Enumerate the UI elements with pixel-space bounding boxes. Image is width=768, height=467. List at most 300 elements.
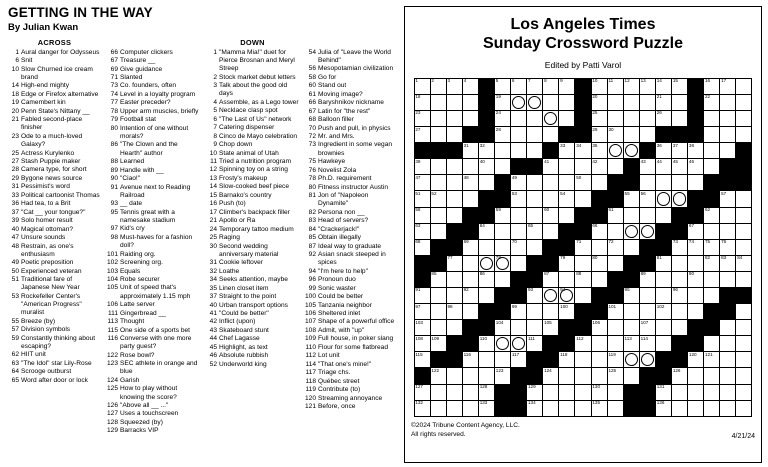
grid-cell[interactable] bbox=[704, 287, 720, 303]
grid-cell[interactable] bbox=[704, 336, 720, 352]
grid-cell[interactable] bbox=[575, 384, 591, 400]
grid-cell[interactable] bbox=[655, 94, 671, 110]
grid-cell[interactable] bbox=[672, 368, 688, 384]
grid-cell[interactable] bbox=[575, 336, 591, 352]
grid-cell[interactable] bbox=[559, 94, 575, 110]
grid-cell[interactable] bbox=[720, 384, 736, 400]
grid-cell[interactable] bbox=[446, 175, 462, 191]
grid-cell[interactable] bbox=[494, 320, 510, 336]
grid-cell[interactable] bbox=[623, 78, 639, 94]
grid-cell[interactable] bbox=[543, 175, 559, 191]
grid-cell[interactable] bbox=[655, 175, 671, 191]
grid-cell[interactable] bbox=[720, 320, 736, 336]
grid-cell[interactable] bbox=[511, 320, 527, 336]
grid-cell[interactable] bbox=[655, 336, 671, 352]
grid-cell[interactable] bbox=[623, 110, 639, 126]
grid-cell[interactable] bbox=[720, 127, 736, 143]
grid-cell[interactable] bbox=[430, 384, 446, 400]
grid-cell[interactable] bbox=[720, 191, 736, 207]
grid-cell[interactable] bbox=[575, 255, 591, 271]
grid-cell[interactable] bbox=[462, 384, 478, 400]
grid-cell[interactable] bbox=[494, 78, 510, 94]
grid-cell[interactable] bbox=[462, 143, 478, 159]
grid-cell[interactable] bbox=[720, 239, 736, 255]
grid-cell[interactable] bbox=[688, 143, 704, 159]
grid-cell[interactable] bbox=[430, 336, 446, 352]
grid-cell[interactable] bbox=[575, 400, 591, 416]
grid-cell[interactable] bbox=[672, 304, 688, 320]
grid-cell[interactable] bbox=[607, 400, 623, 416]
grid-cell[interactable] bbox=[430, 400, 446, 416]
grid-cell[interactable] bbox=[462, 175, 478, 191]
grid-cell[interactable] bbox=[672, 78, 688, 94]
grid-cell[interactable] bbox=[543, 320, 559, 336]
grid-cell[interactable] bbox=[688, 239, 704, 255]
grid-cell[interactable] bbox=[591, 175, 607, 191]
grid-cell[interactable] bbox=[607, 143, 623, 159]
grid-cell[interactable] bbox=[543, 223, 559, 239]
grid-cell[interactable] bbox=[639, 127, 655, 143]
grid-cell[interactable] bbox=[688, 400, 704, 416]
grid-cell[interactable] bbox=[559, 384, 575, 400]
grid-cell[interactable] bbox=[672, 143, 688, 159]
grid-cell[interactable] bbox=[704, 352, 720, 368]
grid-cell[interactable] bbox=[607, 223, 623, 239]
grid-cell[interactable] bbox=[527, 143, 543, 159]
grid-cell[interactable] bbox=[688, 175, 704, 191]
grid-cell[interactable] bbox=[607, 255, 623, 271]
grid-cell[interactable] bbox=[591, 159, 607, 175]
grid-cell[interactable] bbox=[655, 207, 671, 223]
grid-cell[interactable] bbox=[527, 336, 543, 352]
grid-cell[interactable] bbox=[527, 78, 543, 94]
grid-cell[interactable] bbox=[688, 271, 704, 287]
grid-cell[interactable] bbox=[736, 352, 752, 368]
grid-cell[interactable] bbox=[591, 78, 607, 94]
grid-cell[interactable] bbox=[527, 287, 543, 303]
crossword-grid[interactable] bbox=[414, 78, 753, 417]
grid-cell[interactable] bbox=[607, 159, 623, 175]
grid-cell[interactable] bbox=[430, 127, 446, 143]
grid-cell[interactable] bbox=[688, 223, 704, 239]
grid-cell[interactable] bbox=[591, 352, 607, 368]
grid-cell[interactable] bbox=[639, 304, 655, 320]
grid-cell[interactable] bbox=[639, 191, 655, 207]
grid-cell[interactable] bbox=[720, 78, 736, 94]
grid-cell[interactable] bbox=[527, 304, 543, 320]
grid-cell[interactable] bbox=[655, 191, 671, 207]
grid-cell[interactable] bbox=[414, 336, 430, 352]
grid-cell[interactable] bbox=[720, 223, 736, 239]
grid-cell[interactable] bbox=[688, 368, 704, 384]
grid-cell[interactable] bbox=[430, 110, 446, 126]
grid-cell[interactable] bbox=[655, 255, 671, 271]
grid-cell[interactable] bbox=[446, 384, 462, 400]
grid-cell[interactable] bbox=[688, 287, 704, 303]
grid-cell[interactable] bbox=[591, 94, 607, 110]
grid-cell[interactable] bbox=[414, 287, 430, 303]
grid-cell[interactable] bbox=[511, 143, 527, 159]
grid-cell[interactable] bbox=[736, 320, 752, 336]
grid-cell[interactable] bbox=[511, 352, 527, 368]
grid-cell[interactable] bbox=[704, 159, 720, 175]
grid-cell[interactable] bbox=[543, 400, 559, 416]
grid-cell[interactable] bbox=[720, 255, 736, 271]
crossword-grid-wrapper[interactable] bbox=[405, 78, 761, 417]
grid-cell[interactable] bbox=[494, 368, 510, 384]
grid-cell[interactable] bbox=[575, 352, 591, 368]
grid-cell[interactable] bbox=[639, 78, 655, 94]
grid-cell[interactable] bbox=[704, 143, 720, 159]
grid-cell[interactable] bbox=[559, 255, 575, 271]
grid-cell[interactable] bbox=[704, 110, 720, 126]
grid-cell[interactable] bbox=[511, 207, 527, 223]
grid-cell[interactable] bbox=[704, 94, 720, 110]
grid-cell[interactable] bbox=[478, 271, 494, 287]
grid-cell[interactable] bbox=[623, 287, 639, 303]
grid-cell[interactable] bbox=[511, 175, 527, 191]
grid-cell[interactable] bbox=[672, 255, 688, 271]
grid-cell[interactable] bbox=[494, 255, 510, 271]
grid-cell[interactable] bbox=[430, 368, 446, 384]
grid-cell[interactable] bbox=[527, 207, 543, 223]
grid-cell[interactable] bbox=[462, 239, 478, 255]
grid-cell[interactable] bbox=[736, 239, 752, 255]
grid-cell[interactable] bbox=[494, 223, 510, 239]
grid-cell[interactable] bbox=[591, 110, 607, 126]
grid-cell[interactable] bbox=[591, 127, 607, 143]
grid-cell[interactable] bbox=[559, 143, 575, 159]
grid-cell[interactable] bbox=[414, 223, 430, 239]
grid-cell[interactable] bbox=[543, 78, 559, 94]
grid-cell[interactable] bbox=[414, 191, 430, 207]
grid-cell[interactable] bbox=[655, 110, 671, 126]
grid-cell[interactable] bbox=[511, 191, 527, 207]
grid-cell[interactable] bbox=[736, 191, 752, 207]
grid-cell[interactable] bbox=[559, 400, 575, 416]
grid-cell[interactable] bbox=[446, 271, 462, 287]
grid-cell[interactable] bbox=[559, 352, 575, 368]
grid-cell[interactable] bbox=[462, 304, 478, 320]
grid-cell[interactable] bbox=[672, 320, 688, 336]
grid-cell[interactable] bbox=[655, 400, 671, 416]
grid-cell[interactable] bbox=[655, 304, 671, 320]
grid-cell[interactable] bbox=[494, 336, 510, 352]
grid-cell[interactable] bbox=[704, 384, 720, 400]
grid-cell[interactable] bbox=[688, 352, 704, 368]
grid-cell[interactable] bbox=[736, 368, 752, 384]
grid-cell[interactable] bbox=[478, 223, 494, 239]
grid-cell[interactable] bbox=[575, 239, 591, 255]
grid-cell[interactable] bbox=[543, 384, 559, 400]
grid-cell[interactable] bbox=[623, 368, 639, 384]
grid-cell[interactable] bbox=[478, 239, 494, 255]
grid-cell[interactable] bbox=[511, 78, 527, 94]
grid-cell[interactable] bbox=[559, 287, 575, 303]
grid-cell[interactable] bbox=[623, 127, 639, 143]
grid-cell[interactable] bbox=[655, 78, 671, 94]
grid-cell[interactable] bbox=[607, 94, 623, 110]
grid-cell[interactable] bbox=[430, 271, 446, 287]
grid-cell[interactable] bbox=[575, 271, 591, 287]
grid-cell[interactable] bbox=[639, 320, 655, 336]
grid-cell[interactable] bbox=[446, 255, 462, 271]
grid-cell[interactable] bbox=[591, 223, 607, 239]
grid-cell[interactable] bbox=[462, 368, 478, 384]
grid-cell[interactable] bbox=[527, 175, 543, 191]
grid-cell[interactable] bbox=[720, 207, 736, 223]
grid-cell[interactable] bbox=[559, 159, 575, 175]
grid-cell[interactable] bbox=[559, 110, 575, 126]
grid-cell[interactable] bbox=[639, 94, 655, 110]
grid-cell[interactable] bbox=[430, 320, 446, 336]
grid-cell[interactable] bbox=[414, 384, 430, 400]
grid-cell[interactable] bbox=[430, 94, 446, 110]
grid-cell[interactable] bbox=[655, 159, 671, 175]
grid-cell[interactable] bbox=[655, 143, 671, 159]
grid-cell[interactable] bbox=[527, 384, 543, 400]
grid-cell[interactable] bbox=[623, 94, 639, 110]
grid-cell[interactable] bbox=[623, 223, 639, 239]
grid-cell[interactable] bbox=[704, 207, 720, 223]
grid-cell[interactable] bbox=[607, 368, 623, 384]
grid-cell[interactable] bbox=[527, 400, 543, 416]
grid-cell[interactable] bbox=[591, 271, 607, 287]
grid-cell[interactable] bbox=[462, 271, 478, 287]
grid-cell[interactable] bbox=[704, 400, 720, 416]
grid-cell[interactable] bbox=[559, 175, 575, 191]
grid-cell[interactable] bbox=[430, 223, 446, 239]
grid-cell[interactable] bbox=[478, 336, 494, 352]
grid-cell[interactable] bbox=[736, 110, 752, 126]
grid-cell[interactable] bbox=[736, 94, 752, 110]
grid-cell[interactable] bbox=[720, 352, 736, 368]
grid-cell[interactable] bbox=[607, 384, 623, 400]
grid-cell[interactable] bbox=[414, 320, 430, 336]
grid-cell[interactable] bbox=[494, 110, 510, 126]
grid-cell[interactable] bbox=[591, 143, 607, 159]
grid-cell[interactable] bbox=[494, 239, 510, 255]
grid-cell[interactable] bbox=[591, 239, 607, 255]
grid-cell[interactable] bbox=[704, 368, 720, 384]
grid-cell[interactable] bbox=[655, 320, 671, 336]
grid-cell[interactable] bbox=[639, 223, 655, 239]
grid-cell[interactable] bbox=[704, 255, 720, 271]
grid-cell[interactable] bbox=[639, 159, 655, 175]
grid-cell[interactable] bbox=[430, 207, 446, 223]
grid-cell[interactable] bbox=[607, 207, 623, 223]
grid-cell[interactable] bbox=[559, 304, 575, 320]
grid-cell[interactable] bbox=[591, 255, 607, 271]
grid-cell[interactable] bbox=[736, 223, 752, 239]
grid-cell[interactable] bbox=[736, 255, 752, 271]
grid-cell[interactable] bbox=[720, 271, 736, 287]
grid-cell[interactable] bbox=[704, 271, 720, 287]
grid-cell[interactable] bbox=[688, 304, 704, 320]
grid-cell[interactable] bbox=[736, 127, 752, 143]
grid-cell[interactable] bbox=[414, 78, 430, 94]
grid-cell[interactable] bbox=[736, 271, 752, 287]
grid-cell[interactable] bbox=[543, 191, 559, 207]
grid-cell[interactable] bbox=[414, 127, 430, 143]
grid-cell[interactable] bbox=[559, 191, 575, 207]
grid-cell[interactable] bbox=[543, 287, 559, 303]
grid-cell[interactable] bbox=[446, 78, 462, 94]
grid-cell[interactable] bbox=[672, 175, 688, 191]
grid-cell[interactable] bbox=[591, 384, 607, 400]
grid-cell[interactable] bbox=[591, 400, 607, 416]
grid-cell[interactable] bbox=[543, 110, 559, 126]
grid-cell[interactable] bbox=[494, 143, 510, 159]
grid-cell[interactable] bbox=[575, 191, 591, 207]
grid-cell[interactable] bbox=[607, 239, 623, 255]
grid-cell[interactable] bbox=[446, 287, 462, 303]
grid-cell[interactable] bbox=[446, 320, 462, 336]
grid-cell[interactable] bbox=[511, 127, 527, 143]
grid-cell[interactable] bbox=[720, 143, 736, 159]
grid-cell[interactable] bbox=[639, 271, 655, 287]
grid-cell[interactable] bbox=[527, 191, 543, 207]
grid-cell[interactable] bbox=[446, 110, 462, 126]
grid-cell[interactable] bbox=[527, 239, 543, 255]
grid-cell[interactable] bbox=[607, 304, 623, 320]
grid-cell[interactable] bbox=[672, 400, 688, 416]
grid-cell[interactable] bbox=[446, 304, 462, 320]
grid-cell[interactable] bbox=[736, 384, 752, 400]
grid-cell[interactable] bbox=[414, 400, 430, 416]
grid-cell[interactable] bbox=[414, 239, 430, 255]
grid-cell[interactable] bbox=[478, 368, 494, 384]
grid-cell[interactable] bbox=[672, 110, 688, 126]
grid-cell[interactable] bbox=[414, 94, 430, 110]
grid-cell[interactable] bbox=[591, 320, 607, 336]
grid-cell[interactable] bbox=[511, 304, 527, 320]
grid-cell[interactable] bbox=[607, 110, 623, 126]
grid-cell[interactable] bbox=[543, 368, 559, 384]
grid-cell[interactable] bbox=[672, 159, 688, 175]
grid-cell[interactable] bbox=[446, 127, 462, 143]
grid-cell[interactable] bbox=[623, 207, 639, 223]
grid-cell[interactable] bbox=[414, 110, 430, 126]
grid-cell[interactable] bbox=[414, 175, 430, 191]
grid-cell[interactable] bbox=[478, 175, 494, 191]
grid-cell[interactable] bbox=[494, 352, 510, 368]
grid-cell[interactable] bbox=[527, 320, 543, 336]
grid-cell[interactable] bbox=[575, 287, 591, 303]
grid-cell[interactable] bbox=[462, 191, 478, 207]
grid-cell[interactable] bbox=[414, 352, 430, 368]
grid-cell[interactable] bbox=[672, 271, 688, 287]
grid-cell[interactable] bbox=[720, 94, 736, 110]
grid-cell[interactable] bbox=[446, 191, 462, 207]
grid-cell[interactable] bbox=[543, 127, 559, 143]
grid-cell[interactable] bbox=[430, 304, 446, 320]
grid-cell[interactable] bbox=[655, 287, 671, 303]
grid-cell[interactable] bbox=[462, 78, 478, 94]
grid-cell[interactable] bbox=[494, 271, 510, 287]
grid-cell[interactable] bbox=[575, 143, 591, 159]
grid-cell[interactable] bbox=[639, 336, 655, 352]
grid-cell[interactable] bbox=[607, 336, 623, 352]
grid-cell[interactable] bbox=[462, 400, 478, 416]
grid-cell[interactable] bbox=[511, 94, 527, 110]
grid-cell[interactable] bbox=[446, 94, 462, 110]
grid-cell[interactable] bbox=[430, 159, 446, 175]
grid-cell[interactable] bbox=[559, 78, 575, 94]
grid-cell[interactable] bbox=[688, 255, 704, 271]
grid-cell[interactable] bbox=[623, 336, 639, 352]
grid-cell[interactable] bbox=[527, 110, 543, 126]
grid-cell[interactable] bbox=[511, 223, 527, 239]
grid-cell[interactable] bbox=[543, 271, 559, 287]
grid-cell[interactable] bbox=[414, 207, 430, 223]
grid-cell[interactable] bbox=[704, 239, 720, 255]
grid-cell[interactable] bbox=[672, 94, 688, 110]
grid-cell[interactable] bbox=[623, 191, 639, 207]
grid-cell[interactable] bbox=[511, 255, 527, 271]
grid-cell[interactable] bbox=[478, 384, 494, 400]
grid-cell[interactable] bbox=[478, 352, 494, 368]
grid-cell[interactable] bbox=[720, 336, 736, 352]
grid-cell[interactable] bbox=[446, 368, 462, 384]
grid-cell[interactable] bbox=[462, 287, 478, 303]
grid-cell[interactable] bbox=[559, 271, 575, 287]
grid-cell[interactable] bbox=[478, 287, 494, 303]
grid-cell[interactable] bbox=[672, 239, 688, 255]
grid-cell[interactable] bbox=[414, 159, 430, 175]
grid-cell[interactable] bbox=[575, 175, 591, 191]
grid-cell[interactable] bbox=[430, 287, 446, 303]
grid-cell[interactable] bbox=[462, 94, 478, 110]
grid-cell[interactable] bbox=[591, 368, 607, 384]
grid-cell[interactable] bbox=[494, 94, 510, 110]
grid-cell[interactable] bbox=[559, 207, 575, 223]
grid-cell[interactable] bbox=[430, 175, 446, 191]
grid-cell[interactable] bbox=[672, 287, 688, 303]
grid-cell[interactable] bbox=[736, 207, 752, 223]
grid-cell[interactable] bbox=[511, 110, 527, 126]
grid-cell[interactable] bbox=[736, 336, 752, 352]
grid-cell[interactable] bbox=[494, 127, 510, 143]
grid-cell[interactable] bbox=[462, 159, 478, 175]
grid-cell[interactable] bbox=[462, 110, 478, 126]
grid-cell[interactable] bbox=[688, 159, 704, 175]
grid-cell[interactable] bbox=[607, 320, 623, 336]
grid-cell[interactable] bbox=[672, 191, 688, 207]
grid-cell[interactable] bbox=[478, 143, 494, 159]
grid-cell[interactable] bbox=[446, 207, 462, 223]
grid-cell[interactable] bbox=[607, 352, 623, 368]
grid-cell[interactable] bbox=[688, 384, 704, 400]
grid-cell[interactable] bbox=[494, 207, 510, 223]
grid-cell[interactable] bbox=[478, 159, 494, 175]
grid-cell[interactable] bbox=[623, 239, 639, 255]
grid-cell[interactable] bbox=[607, 78, 623, 94]
grid-cell[interactable] bbox=[462, 255, 478, 271]
grid-cell[interactable] bbox=[623, 352, 639, 368]
grid-cell[interactable] bbox=[414, 304, 430, 320]
grid-cell[interactable] bbox=[575, 159, 591, 175]
grid-cell[interactable] bbox=[462, 352, 478, 368]
grid-cell[interactable] bbox=[704, 223, 720, 239]
grid-cell[interactable] bbox=[478, 255, 494, 271]
grid-cell[interactable] bbox=[639, 175, 655, 191]
grid-cell[interactable] bbox=[543, 159, 559, 175]
grid-cell[interactable] bbox=[736, 304, 752, 320]
grid-cell[interactable] bbox=[527, 223, 543, 239]
grid-cell[interactable] bbox=[655, 271, 671, 287]
grid-cell[interactable] bbox=[672, 384, 688, 400]
